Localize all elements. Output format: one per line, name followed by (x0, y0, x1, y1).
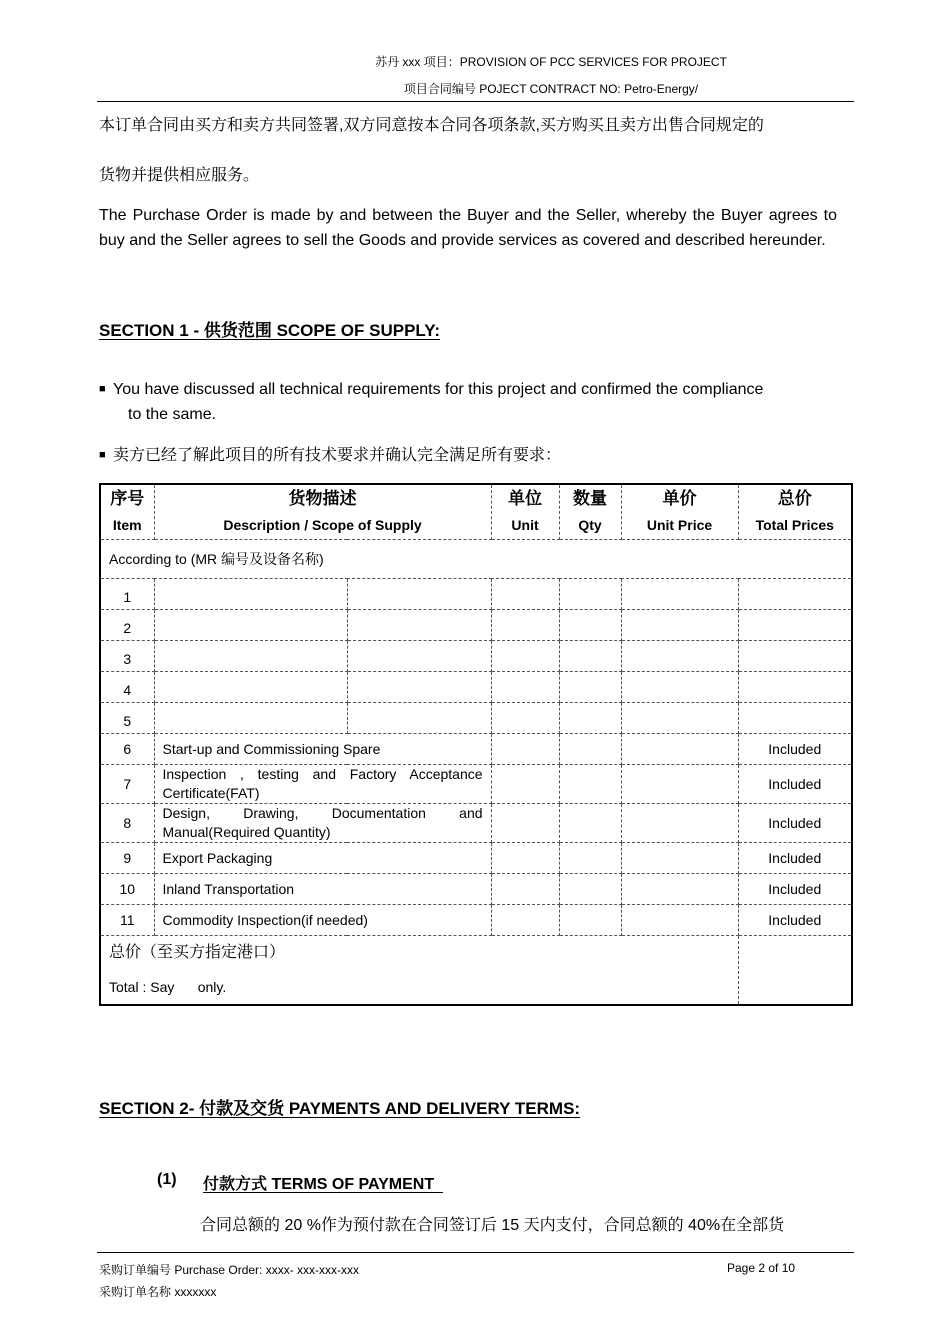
footer-page-number: Page 2 of 10 (727, 1261, 796, 1275)
payment-sub-number: (1) (157, 1171, 177, 1188)
scope-of-supply-table (99, 483, 853, 1006)
total-cell (100, 936, 738, 1006)
bullet-en-line1: You have discussed all technical requirements for this project and confirmed the compliance (113, 381, 764, 398)
payment-terms-text: 合同总额的 20 %作为预付款在合同签订后 15 天内支付，合同总额的 40%在全部货 (200, 1217, 785, 1234)
col-header-unit: 单位 Unit (491, 484, 559, 540)
bullet-icon: ■ (99, 449, 106, 461)
total-amount-cell (738, 936, 852, 1006)
table-row: 6 Start-up and Commissioning Spare Included (100, 734, 852, 765)
col-header-item: 序号 Item (100, 484, 154, 540)
bullet-cn-text: 卖方已经了解此项目的所有技术要求并确认完全满足所有要求： (113, 447, 562, 464)
table-row: 3 (100, 641, 852, 672)
bullet-technical-en (99, 377, 839, 427)
bullet-technical-cn (99, 443, 839, 468)
table-row: 10 Inland Transportation Included (100, 874, 852, 905)
total-row (100, 936, 852, 1006)
table-row: 8 Design, Drawing, Documentation and Manual(Required Quantity) Included (100, 804, 852, 843)
table-header-row (100, 484, 852, 540)
footer-divider (97, 1252, 854, 1253)
table-row: 5 (100, 703, 852, 734)
intro-en-paragraph: The Purchase Order is made by and between the Buyer and the Seller, whereby the Buyer agrees to buy and the Seller agrees to sell the Goods and provide services as covered and described hereunder. (99, 207, 837, 249)
table-row: 2 (100, 610, 852, 641)
bullet-en-line2: to the same. (128, 406, 217, 423)
footer-po-name: 采购订单名称 xxxxxxx (99, 1285, 217, 1299)
col-header-qty: 数量 Qty (559, 484, 621, 540)
table-row: 4 (100, 672, 852, 703)
according-to-row (100, 540, 852, 579)
section2-title: SECTION 2- 付款及交货 PAYMENTS AND DELIVERY TERMS: (99, 1099, 581, 1118)
col-header-total-prices: 总价 Total Prices (738, 484, 852, 540)
header-contract-no: 项目合同编号 POJECT CONTRACT NO: Petro-Energy/ (403, 82, 699, 96)
table-row: 1 (100, 579, 852, 610)
total-en: Total : Say only. (109, 979, 227, 995)
intro-cn-line1: 本订单合同由买方和卖方共同签署,双方同意按本合同各项条款,买方购买且卖方出售合同规定的 (99, 117, 764, 134)
table-row: 9 Export Packaging Included (100, 843, 852, 874)
footer-po-number: 采购订单编号 Purchase Order: xxxx- xxx-xxx-xxx (99, 1263, 360, 1277)
payment-sub-title: 付款方式 TERMS OF PAYMENT (203, 1176, 435, 1193)
section1-title: SECTION 1 - 供货范围 SCOPE OF SUPPLY: (99, 321, 440, 340)
according-to-cell: According to (MR 编号及设备名称) (100, 540, 852, 579)
header-divider (97, 101, 854, 102)
table-row: 11 Commodity Inspection(if needed) Included (100, 905, 852, 936)
col-header-description: 货物描述 Description / Scope of Supply (154, 484, 491, 540)
col-header-unit-price: 单价 Unit Price (621, 484, 738, 540)
total-cn: 总价（至买方指定港口） (109, 944, 286, 961)
header-project-title: 苏丹 xxx 项目：PROVISION OF PCC SERVICES FOR PROJECT (375, 55, 727, 69)
table-row: 7 Inspection , testing and Factory Acceptance Certificate(FAT) Included (100, 765, 852, 804)
bullet-icon: ■ (99, 383, 106, 395)
intro-cn-line2: 货物并提供相应服务。 (99, 167, 260, 184)
